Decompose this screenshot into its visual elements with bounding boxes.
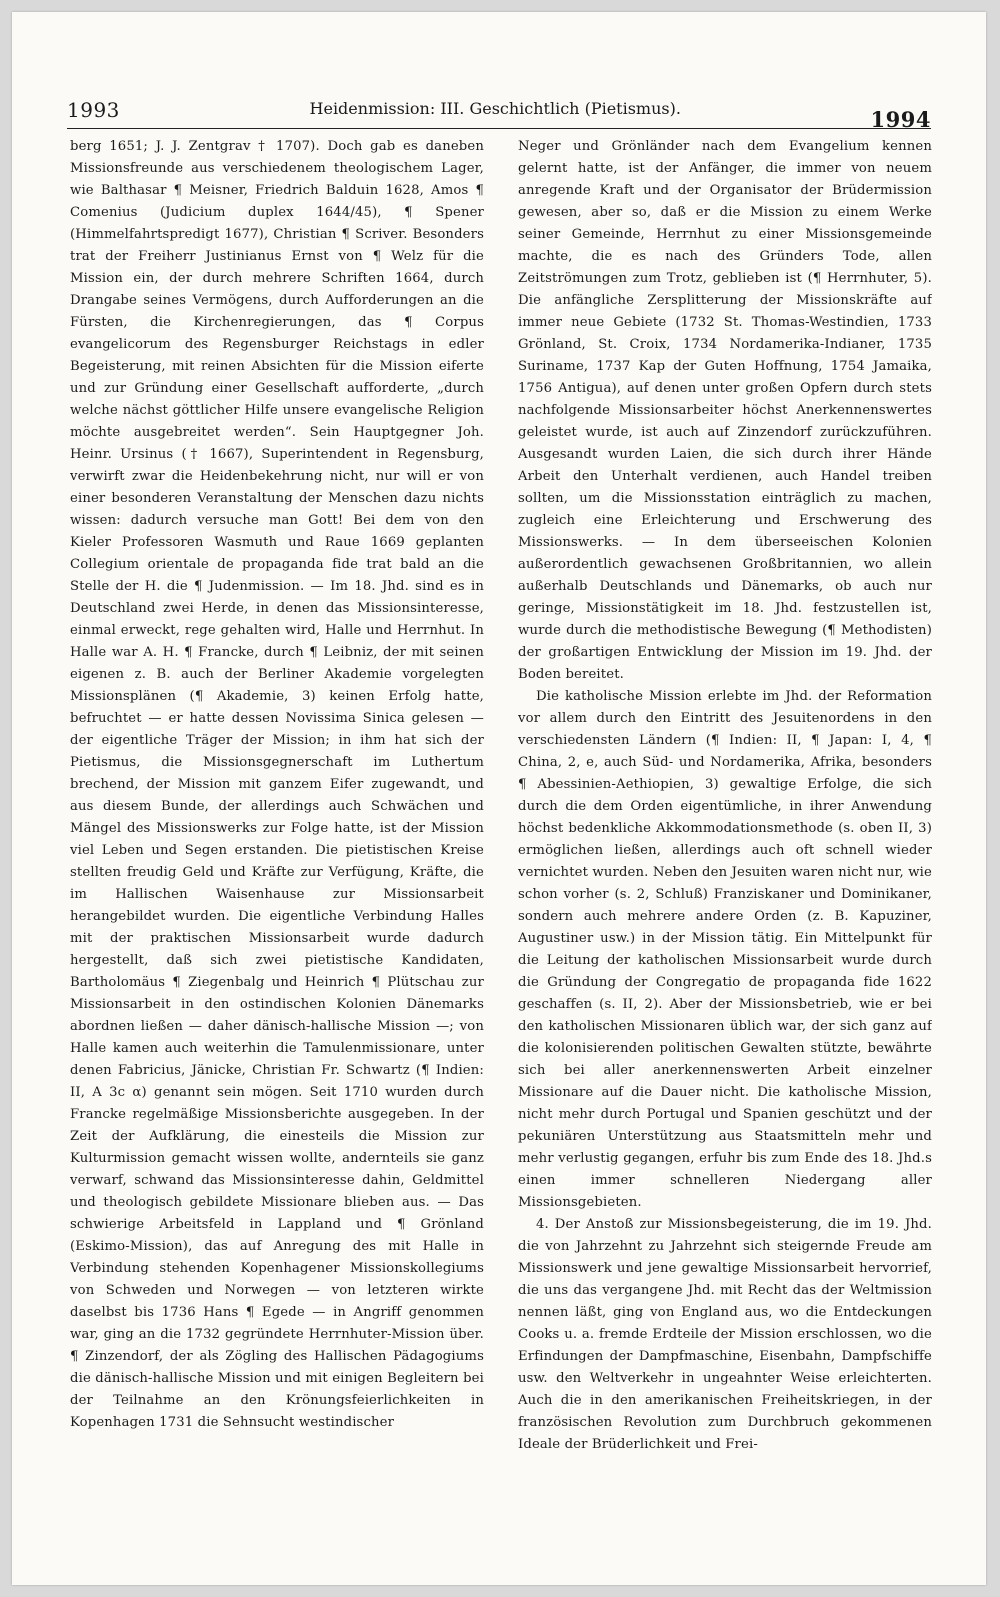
- left-page-number: 1993: [67, 98, 120, 122]
- paragraph: 4. Der Anstoß zur Missionsbegeisterung, die im 19. Jhd. die von Jahrzehnt zu Jahrzehnt sich steigernde Freude am Missionswerk und jene gewaltige Missionsarbeit hervorrief, die uns das vergangene Jhd. mit Recht das der Weltmission nennen läßt, ging von England aus, wo die Entdeckungen Cooks u. a. fremde Erdteile der Mission erschlossen, wo die Erfindungen der Dampfmaschine, Eisenbahn, Dampfschiffe usw. den Weltverkehr in ungeahnter Weise erleichterten. Auch die in den amerikanischen Freiheitskriegen, in der französischen Revolution zum Durchbruch gekommenen Ideale der Brüderlichkeit und Frei-: [518, 1217, 932, 1452]
- right-page-number: 1994: [870, 107, 931, 132]
- paragraph: Neger und Grönländer nach dem Evangelium kennen gelernt hatte, ist der Anfänger, die immer von neuem anregende Kraft und der Organisator der Brüdermission gewesen, aber so, daß er die Mission zu einem Werke seiner Gemeinde, Herrnhut zu einer Missionsgemeinde machte, die es nach des Gründers Tode, allen Zeitströmungen zum Trotz, geblieben ist (¶ Herrnhuter, 5). Die anfängliche Zersplitterung der Missionskräfte auf immer neue Gebiete (1732 St. Thomas-Westindien, 1733 Grönland, St. Croix, 1734 Nordamerika-Indianer, 1735 Suriname, 1737 Kap der Guten Hoffnung, 1754 Jamaika, 1756 Antigua), auf denen unter großen Opfern durch stets nachfolgende Missionsarbeiter höchst Anerkennenswertes geleistet wurde, ist auch auf Zinzendorf zurückzuführen. Ausgesandt wurden Laien, die sich durch ihrer Hände Arbeit den Unterhalt verdienen, auch Handel treiben sollten, um die Missionsstation einträglich zu machen, zugleich eine Erleichterung und Erschwerung des Missionswerks. — In dem überseeischen Kolonien außerordentlich gewachsenen Großbritannien, wo allein außerhalb Deutschlands und Dänemarks, ob auch nur geringe, Missionstätigkeit im 18. Jhd. festzustellen ist, wurde durch die methodistische Bewegung (¶ Methodisten) der großartigen Entwicklung der Mission im 19. Jhd. der Boden bereitet.: [518, 139, 932, 682]
- header-rule: [67, 128, 931, 129]
- book-page: [12, 12, 986, 1585]
- right-column: [518, 136, 932, 1556]
- running-title: Heidenmission: III. Geschichtlich (Pietismus).: [309, 99, 681, 118]
- page-header: [67, 82, 931, 132]
- paragraph: berg 1651; J. J. Zentgrav † 1707). Doch gab es daneben Missionsfreunde aus verschiedenem theologischem Lager, wie Balthasar ¶ Meisner, Friedrich Balduin 1628, Amos ¶ Comenius (Judicium duplex 1644/45), ¶ Spener (Himmelfahrtspredigt 1677), Christian ¶ Scriver. Besonders trat der Freiherr Justinianus Ernst von ¶ Welz für die Mission ein, der durch mehrere Schriften 1664, durch Drangabe seines Vermögens, durch Aufforderungen an die Fürsten, die Kirchenregierungen, das ¶ Corpus evangelicorum des Regensburger Reichstags in edler Begeisterung, mit reinen Absichten für die Mission eiferte und zur Gründung einer Gesellschaft aufforderte, „durch welche nächst göttlicher Hilfe unsere evangelische Religion möchte ausgebreitet werden“. Sein Hauptgegner Joh. Heinr. Ursinus († 1667), Superintendent in Regensburg, verwirft zwar die Heidenbekehrung nicht, nur will er von einer besonderen Veranstaltung der Menschen dazu nichts wissen: dadurch versuche man Gott! Bei dem von den Kieler Professoren Wasmuth und Raue 1669 geplanten Collegium orientale de propaganda fide trat bald an die Stelle der H. die ¶ Judenmission. — Im 18. Jhd. sind es in Deutschland zwei Herde, in denen das Missionsinteresse, einmal erweckt, rege gehalten wird, Halle und Herrnhut. In Halle war A. H. ¶ Francke, durch ¶ Leibniz, der mit seinen eigenen z. B. auch der Berliner Akademie vorgelegten Missionsplänen (¶ Akademie, 3) keinen Erfolg hatte, befruchtet — er hatte dessen Novissima Sinica gelesen — der eigentliche Träger der Mission; in ihm hat sich der Pietismus, die Missionsgegnerschaft im Luthertum brechend, der Mission mit ganzem Eifer zugewandt, und aus diesem Bunde, der allerdings auch Schwächen und Mängel des Missionswerks zur Folge hatte, ist der Mission viel Leben und Segen erstanden. Die pietistischen Kreise stellten freudig Geld und Kräfte zur Verfügung, Kräfte, die im Hallischen Waisenhause zur Missionsarbeit herangebildet wurden. Die eigentliche Verbindung Halles mit der praktischen Missionsarbeit wurde dadurch hergestellt, daß sich zwei pietistische Kandidaten, Bartholomäus ¶ Ziegenbalg und Heinrich ¶ Plütschau zur Missionsarbeit in den ostindischen Kolonien Dänemarks abordnen ließen — daher dänisch-hallische Mission —; von Halle kamen auch weiterhin die Tamulenmissionare, unter denen Fabricius, Jänicke, Christian Fr. Schwartz (¶ Indien: II, A 3c α) genannt sein mögen. Seit 1710 wurden durch Francke regelmäßige Missionsberichte ausgegeben. In der Zeit der Aufklärung, die einesteils die Mission zur Kulturmission gemacht wissen wollte, andernteils sie ganz verwarf, schwand das Missionsinteresse dahin, Geldmittel und theologisch gebildete Missionare blieben aus. — Das schwierige Arbeitsfeld in Lappland und ¶ Grönland (Eskimo-Mission), das auf Anregung des mit Halle in Verbindung stehenden Kopenhagener Missionskollegiums von Schweden und Norwegen — von letzteren wirkte daselbst bis 1736 Hans ¶ Egede — in Angriff genommen war, ging an die 1732 gegründete Herrnhuter-Mission über. ¶ Zinzendorf, der als Zögling des Hallischen Pädagogiums die dänisch-hallische Mission und mit einigen Begleitern bei der Teilnahme an den Krönungsfeierlichkeiten in Kopenhagen 1731 die Sehnsucht westindischer: [70, 139, 484, 1430]
- left-column: [70, 136, 484, 1556]
- paragraph: Die katholische Mission erlebte im Jhd. der Reformation vor allem durch den Eintritt des Jesuitenordens in den verschiedensten Ländern (¶ Indien: II, ¶ Japan: I, 4, ¶ China, 2, e, auch Süd- und Nordamerika, Afrika, besonders ¶ Abessinien-Aethiopien, 3) gewaltige Erfolge, die sich durch die dem Orden eigentümliche, in ihrer Anwendung höchst bedenkliche Akkommodationsmethode (s. oben II, 3) ermöglichen ließen, allerdings auch oft schnell wieder vernichtet wurden. Neben den Jesuiten waren nicht nur, wie schon vorher (s. 2, Schluß) Franziskaner und Dominikaner, sondern auch mehrere andere Orden (z. B. Kapuziner, Augustiner usw.) in der Mission tätig. Ein Mittelpunkt für die Leitung der katholischen Missionsarbeit wurde durch die Gründung der Congregatio de propaganda fide 1622 geschaffen (s. II, 2). Aber der Missionsbetrieb, wie er bei den katholischen Missionaren üblich war, der sich ganz auf die kolonisierenden politischen Gewalten stützte, bewährte sich bei aller anerkennenswerten Arbeit einzelner Missionare auf die Dauer nicht. Die katholische Mission, nicht mehr durch Portugal und Spanien geschützt und der pekuniären Unterstützung aus Staatsmitteln mehr und mehr verlustig gegangen, erfuhr bis zum Ende des 18. Jhd.s einen immer schnelleren Niedergang aller Missionsgebieten.: [518, 689, 932, 1210]
